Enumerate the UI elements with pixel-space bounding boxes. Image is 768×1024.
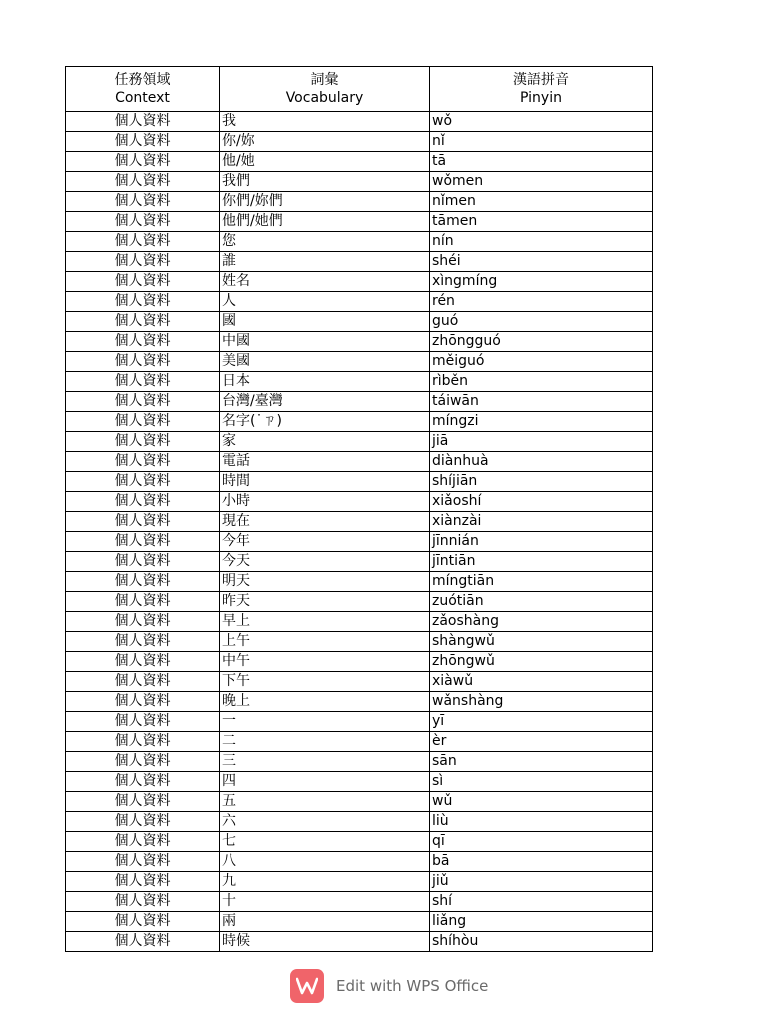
vocabulary-cell: 小時	[220, 492, 430, 512]
vocabulary-cell: 現在	[220, 512, 430, 532]
context-cell: 個人資料	[66, 412, 220, 432]
context-cell: 個人資料	[66, 432, 220, 452]
table-row	[66, 212, 653, 232]
context-cell: 個人資料	[66, 812, 220, 832]
table-row	[66, 852, 653, 872]
context-cell: 個人資料	[66, 192, 220, 212]
pinyin-cell: jiā	[430, 432, 653, 452]
table-row	[66, 612, 653, 632]
vocabulary-cell: 早上	[220, 612, 430, 632]
vocabulary-cell: 姓名	[220, 272, 430, 292]
pinyin-cell: nǐmen	[430, 192, 653, 212]
context-cell: 個人資料	[66, 312, 220, 332]
header-vocabulary-zh: 詞彙	[310, 72, 339, 88]
context-cell: 個人資料	[66, 712, 220, 732]
vocabulary-cell: 我們	[220, 172, 430, 192]
table-body	[66, 112, 653, 952]
pinyin-cell: jīntiān	[430, 552, 653, 572]
pinyin-cell: tā	[430, 152, 653, 172]
table-row	[66, 352, 653, 372]
header-context-zh: 任務領域	[114, 72, 171, 88]
context-cell: 個人資料	[66, 372, 220, 392]
table-row	[66, 932, 653, 952]
header-context-en: Context	[115, 90, 170, 106]
vocabulary-cell: 明天	[220, 572, 430, 592]
context-cell: 個人資料	[66, 272, 220, 292]
vocabulary-cell: 美國	[220, 352, 430, 372]
context-cell: 個人資料	[66, 492, 220, 512]
context-cell: 個人資料	[66, 352, 220, 372]
context-cell: 個人資料	[66, 732, 220, 752]
table-row	[66, 872, 653, 892]
table-row	[66, 652, 653, 672]
vocabulary-cell: 晚上	[220, 692, 430, 712]
table-row	[66, 452, 653, 472]
table-row	[66, 372, 653, 392]
context-cell: 個人資料	[66, 212, 220, 232]
pinyin-cell: táiwān	[430, 392, 653, 412]
pinyin-cell: wǎnshàng	[430, 692, 653, 712]
table-row	[66, 292, 653, 312]
table-row	[66, 252, 653, 272]
vocabulary-cell: 九	[220, 872, 430, 892]
vocabulary-table	[65, 66, 653, 952]
table-row	[66, 312, 653, 332]
context-cell: 個人資料	[66, 512, 220, 532]
table-row	[66, 112, 653, 132]
vocabulary-cell: 誰	[220, 252, 430, 272]
header-pinyin-en: Pinyin	[520, 90, 562, 106]
pinyin-cell: zǎoshàng	[430, 612, 653, 632]
vocabulary-cell: 十	[220, 892, 430, 912]
context-cell: 個人資料	[66, 772, 220, 792]
table-row	[66, 912, 653, 932]
vocabulary-cell: 他們/她們	[220, 212, 430, 232]
table-row	[66, 412, 653, 432]
table-row	[66, 792, 653, 812]
pinyin-cell: sì	[430, 772, 653, 792]
context-cell: 個人資料	[66, 332, 220, 352]
pinyin-cell: rìběn	[430, 372, 653, 392]
pinyin-cell: yī	[430, 712, 653, 732]
context-cell: 個人資料	[66, 832, 220, 852]
table-row	[66, 492, 653, 512]
context-cell: 個人資料	[66, 632, 220, 652]
table-row	[66, 752, 653, 772]
header-context	[66, 67, 220, 112]
context-cell: 個人資料	[66, 552, 220, 572]
pinyin-cell: shàngwǔ	[430, 632, 653, 652]
context-cell: 個人資料	[66, 152, 220, 172]
vocabulary-cell: 家	[220, 432, 430, 452]
context-cell: 個人資料	[66, 172, 220, 192]
pinyin-cell: rén	[430, 292, 653, 312]
context-cell: 個人資料	[66, 572, 220, 592]
context-cell: 個人資料	[66, 232, 220, 252]
table-row	[66, 532, 653, 552]
vocabulary-cell: 下午	[220, 672, 430, 692]
table-row	[66, 832, 653, 852]
vocabulary-cell: 五	[220, 792, 430, 812]
context-cell: 個人資料	[66, 752, 220, 772]
context-cell: 個人資料	[66, 112, 220, 132]
pinyin-cell: jīnnián	[430, 532, 653, 552]
pinyin-cell: sān	[430, 752, 653, 772]
pinyin-cell: liù	[430, 812, 653, 832]
table-row	[66, 692, 653, 712]
vocabulary-cell: 三	[220, 752, 430, 772]
table-row	[66, 812, 653, 832]
vocabulary-cell: 名字(˙ㄗ)	[220, 412, 430, 432]
pinyin-cell: shíhòu	[430, 932, 653, 952]
pinyin-cell: qī	[430, 832, 653, 852]
pinyin-cell: bā	[430, 852, 653, 872]
table-row	[66, 152, 653, 172]
vocabulary-cell: 電話	[220, 452, 430, 472]
pinyin-cell: wǔ	[430, 792, 653, 812]
pinyin-cell: zuótiān	[430, 592, 653, 612]
table-row	[66, 472, 653, 492]
pinyin-cell: tāmen	[430, 212, 653, 232]
vocabulary-cell: 時間	[220, 472, 430, 492]
vocabulary-cell: 中國	[220, 332, 430, 352]
pinyin-cell: èr	[430, 732, 653, 752]
vocabulary-cell: 六	[220, 812, 430, 832]
context-cell: 個人資料	[66, 892, 220, 912]
vocabulary-cell: 兩	[220, 912, 430, 932]
vocabulary-cell: 中午	[220, 652, 430, 672]
vocabulary-cell: 我	[220, 112, 430, 132]
vocabulary-cell: 國	[220, 312, 430, 332]
table-row	[66, 572, 653, 592]
vocabulary-cell: 日本	[220, 372, 430, 392]
vocabulary-cell: 四	[220, 772, 430, 792]
header-vocabulary	[220, 67, 430, 112]
context-cell: 個人資料	[66, 672, 220, 692]
context-cell: 個人資料	[66, 592, 220, 612]
table-row	[66, 552, 653, 572]
pinyin-cell: shí	[430, 892, 653, 912]
wps-office-logo-icon	[290, 969, 324, 1003]
pinyin-cell: xiàwǔ	[430, 672, 653, 692]
vocabulary-cell: 今天	[220, 552, 430, 572]
pinyin-cell: xiànzài	[430, 512, 653, 532]
context-cell: 個人資料	[66, 932, 220, 952]
table-row	[66, 772, 653, 792]
header-pinyin-zh: 漢語拼音	[513, 72, 569, 88]
pinyin-cell: guó	[430, 312, 653, 332]
pinyin-cell: wǒ	[430, 112, 653, 132]
table-row	[66, 192, 653, 212]
vocabulary-cell: 您	[220, 232, 430, 252]
context-cell: 個人資料	[66, 612, 220, 632]
vocabulary-cell: 一	[220, 712, 430, 732]
table-row	[66, 332, 653, 352]
pinyin-cell: nǐ	[430, 132, 653, 152]
header-vocabulary-en: Vocabulary	[285, 90, 364, 106]
pinyin-cell: míngtiān	[430, 572, 653, 592]
table-row	[66, 512, 653, 532]
vocabulary-cell: 他/她	[220, 152, 430, 172]
context-cell: 個人資料	[66, 452, 220, 472]
pinyin-cell: xìngmíng	[430, 272, 653, 292]
table-row	[66, 592, 653, 612]
vocabulary-cell: 台灣/臺灣	[220, 392, 430, 412]
table-row	[66, 732, 653, 752]
pinyin-cell: liǎng	[430, 912, 653, 932]
vocabulary-cell: 上午	[220, 632, 430, 652]
table-row	[66, 892, 653, 912]
pinyin-cell: míngzi	[430, 412, 653, 432]
vocabulary-cell: 你/妳	[220, 132, 430, 152]
vocabulary-cell: 人	[220, 292, 430, 312]
vocabulary-cell: 今年	[220, 532, 430, 552]
context-cell: 個人資料	[66, 392, 220, 412]
vocabulary-cell: 七	[220, 832, 430, 852]
pinyin-cell: zhōngguó	[430, 332, 653, 352]
vocabulary-cell: 你們/妳們	[220, 192, 430, 212]
context-cell: 個人資料	[66, 472, 220, 492]
context-cell: 個人資料	[66, 692, 220, 712]
pinyin-cell: diànhuà	[430, 452, 653, 472]
pinyin-cell: měiguó	[430, 352, 653, 372]
vocabulary-cell: 二	[220, 732, 430, 752]
context-cell: 個人資料	[66, 532, 220, 552]
table-row	[66, 392, 653, 412]
table-row	[66, 712, 653, 732]
table-row	[66, 632, 653, 652]
context-cell: 個人資料	[66, 292, 220, 312]
pinyin-cell: jiǔ	[430, 872, 653, 892]
edit-with-wps-label: Edit with WPS Office	[336, 977, 489, 995]
context-cell: 個人資料	[66, 652, 220, 672]
context-cell: 個人資料	[66, 132, 220, 152]
header-pinyin	[430, 67, 653, 112]
pinyin-cell: shíjiān	[430, 472, 653, 492]
wps-footer[interactable]	[290, 969, 488, 1003]
pinyin-cell: wǒmen	[430, 172, 653, 192]
context-cell: 個人資料	[66, 252, 220, 272]
table-row	[66, 132, 653, 152]
pinyin-cell: xiǎoshí	[430, 492, 653, 512]
context-cell: 個人資料	[66, 852, 220, 872]
vocabulary-cell: 昨天	[220, 592, 430, 612]
context-cell: 個人資料	[66, 912, 220, 932]
table-header-row	[66, 67, 653, 112]
vocabulary-cell: 時候	[220, 932, 430, 952]
vocabulary-cell: 八	[220, 852, 430, 872]
context-cell: 個人資料	[66, 792, 220, 812]
table-row	[66, 272, 653, 292]
pinyin-cell: nín	[430, 232, 653, 252]
context-cell: 個人資料	[66, 872, 220, 892]
table-row	[66, 232, 653, 252]
pinyin-cell: shéi	[430, 252, 653, 272]
table-row	[66, 172, 653, 192]
pinyin-cell: zhōngwǔ	[430, 652, 653, 672]
table-row	[66, 432, 653, 452]
table-row	[66, 672, 653, 692]
